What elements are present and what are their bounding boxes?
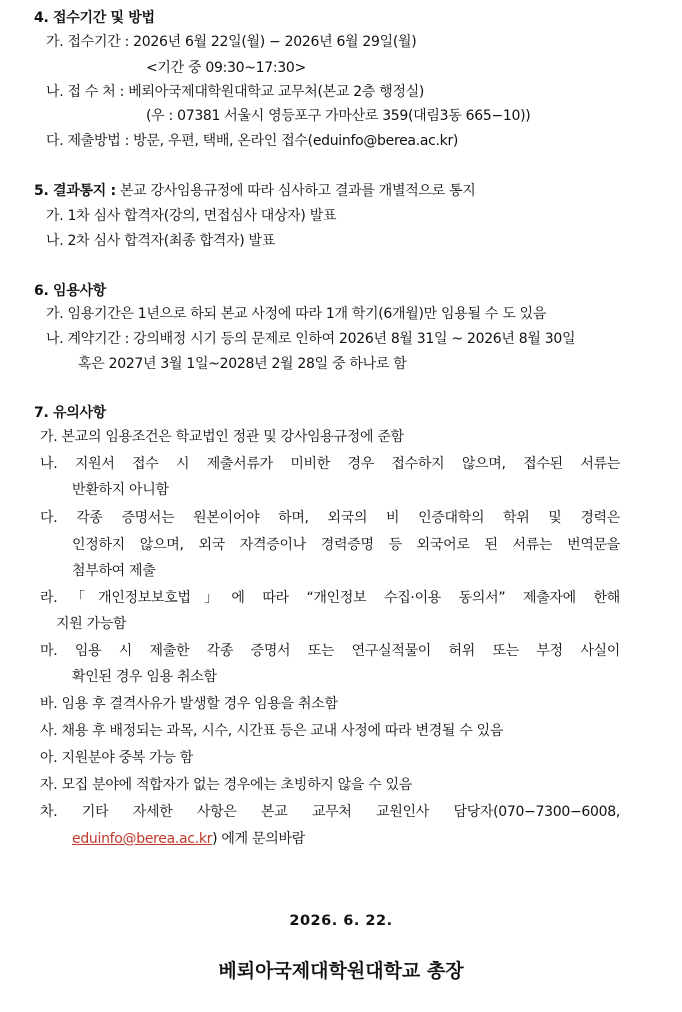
section-4-item-na-address: (우 : 07381 서울시 영등포구 가마산로 359(대림3동 665−10)) <box>146 108 531 124</box>
section-4-item-da: 다. 제출방법 : 방문, 우편, 택배, 온라인 접수(eduinfo@berea.ac.kr) <box>46 133 459 149</box>
section-7-item-ma-2: 확인된 경우 임용 취소함 <box>72 669 217 685</box>
section-6-title: 6. 임용사항 <box>34 283 106 299</box>
contact-email-link[interactable]: eduinfo@berea.ac.kr <box>72 831 213 847</box>
issuer-signature: 베뢰아국제대학원대학교 총장 <box>218 960 464 982</box>
section-7-item-a: 아. 지원분야 중복 가능 함 <box>40 750 193 766</box>
section-7-item-ma-1: 마. 임용 시 제출한 각종 증명서 또는 연구실적물이 허위 또는 부정 사실이 <box>40 643 620 659</box>
section-7-item-na-2: 반환하지 아니함 <box>72 482 169 498</box>
section-7-item-sa: 사. 채용 후 배정되는 과목, 시수, 시간표 등은 교내 사정에 따라 변경될 수 있음 <box>40 723 504 739</box>
section-7-item-ra-1: 라.「개인정보보호법」에 따라 “개인정보 수집·이용 동의서” 제출자에 한해 <box>40 590 620 606</box>
section-7-title: 7. 유의사항 <box>34 405 106 421</box>
section-5-title: 5. 결과통지 : <box>34 183 116 199</box>
section-5-item-ga: 가. 1차 심사 합격자(강의, 면접심사 대상자) 발표 <box>46 208 337 224</box>
section-6-item-na-cont: 혹은 2027년 3월 1일~2028년 2월 28일 중 하나로 함 <box>78 356 407 372</box>
section-7-item-da-3: 첨부하여 제출 <box>72 563 156 579</box>
section-7-item-cha-1: 차. 기타 자세한 사항은 본교 교무처 교원인사 담당자(070−7300−6008, <box>40 804 620 820</box>
section-6-item-na: 나. 계약기간 : 강의배정 시기 등의 문제로 인하여 2026년 8월 31일 ~ 2026년 8월 30일 <box>46 331 576 347</box>
section-5-item-na: 나. 2차 심사 합격자(최종 합격자) 발표 <box>46 233 275 249</box>
section-7-item-ba: 바. 임용 후 결격사유가 발생할 경우 임용을 취소함 <box>40 696 338 712</box>
section-4-item-ga: 가. 접수기간 : 2026년 6월 22일(월) − 2026년 6월 29일(월) <box>46 34 417 50</box>
section-4-item-na: 나. 접 수 처 : 베뢰아국제대학원대학교 교무처(본교 2층 행정실) <box>46 84 425 100</box>
section-4-item-ga-hours: <기간 중 09:30~17:30> <box>146 60 306 76</box>
section-4-title: 4. 접수기간 및 방법 <box>34 10 155 26</box>
section-7-item-ra-2: 지원 가능함 <box>56 616 127 632</box>
section-7-item-na-1: 나. 지원서 접수 시 제출서류가 미비한 경우 접수하지 않으며, 접수된 서류는 <box>40 456 620 472</box>
section-7-item-ja: 자. 모집 분야에 적합자가 없는 경우에는 초빙하지 않을 수 있음 <box>40 777 413 793</box>
section-7-item-ga: 가. 본교의 임용조건은 학교법인 정관 및 강사임용규정에 준함 <box>40 429 404 445</box>
section-5-title-rest: 본교 강사임용규정에 따라 심사하고 결과를 개별적으로 통지 <box>115 183 476 199</box>
document-date: 2026. 6. 22. <box>289 913 393 929</box>
section-7-item-cha-rest: ) 에게 문의바람 <box>212 831 305 847</box>
section-6-item-ga: 가. 임용기간은 1년으로 하되 본교 사정에 따라 1개 학기(6개월)만 임용될 수 도 있음 <box>46 306 547 322</box>
section-7-item-cha-2 <box>72 829 305 849</box>
section-7-item-da-2: 인정하지 않으며, 외국 자격증이나 경력증명 등 외국어로 된 서류는 번역문을 <box>72 537 620 553</box>
section-7-item-da-1: 다. 각종 증명서는 원본이어야 하며, 외국의 비 인증대학의 학위 및 경력은 <box>40 510 620 526</box>
section-5-line <box>34 181 475 201</box>
